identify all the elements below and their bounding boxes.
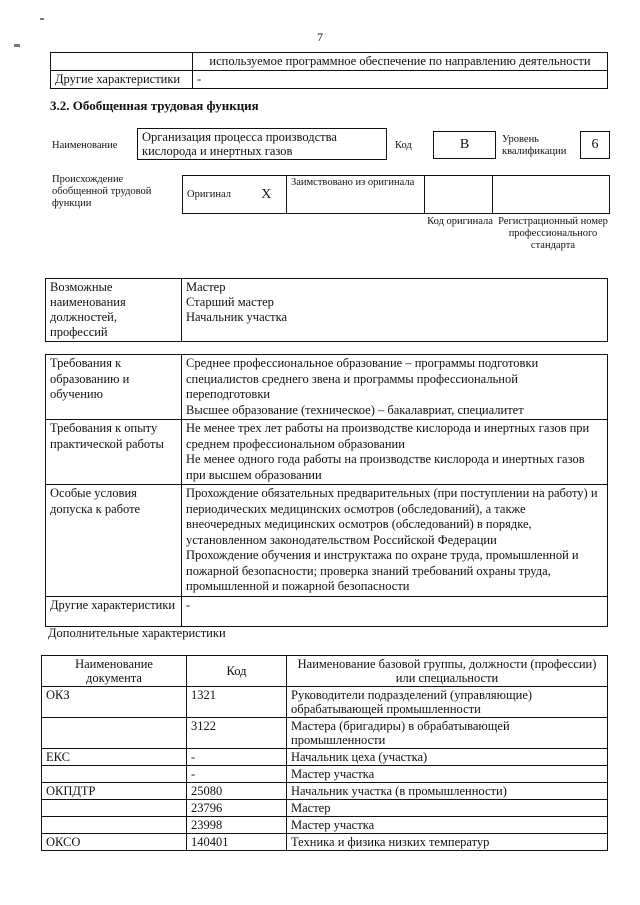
- requirement-text: -: [182, 596, 608, 626]
- position-item: Начальник участка: [186, 310, 288, 324]
- borrowed-label: Заимствовано из оригинала: [287, 176, 425, 214]
- extra-code: 23796: [187, 800, 287, 817]
- positions-label: Возможные наименования должностей, профессий: [46, 279, 182, 342]
- requirements-table: [45, 354, 608, 627]
- origin-reg-caption: Регистрационный номер профессионального стандарта: [498, 216, 608, 251]
- extra-title: Дополнительные характеристики: [48, 626, 226, 640]
- requirement-label: Требования к образованию и обучению: [46, 355, 182, 420]
- extra-header-code: Код: [187, 656, 287, 687]
- code-label: Код: [395, 140, 412, 151]
- extra-doc: ОКЗ: [42, 687, 187, 718]
- table-row: [42, 749, 608, 766]
- extra-code: 23998: [187, 817, 287, 834]
- top-table-value: -: [193, 71, 608, 89]
- extra-name: Мастер участка: [287, 766, 608, 783]
- extra-doc: ЕКС: [42, 749, 187, 766]
- table-row: [42, 783, 608, 800]
- extra-name: Начальник цеха (участка): [287, 749, 608, 766]
- extra-name: Мастер: [287, 800, 608, 817]
- top-table: [50, 52, 608, 89]
- extra-code: 1321: [187, 687, 287, 718]
- extra-doc: [42, 718, 187, 749]
- extra-doc: ОКСО: [42, 834, 187, 851]
- code-value: B: [433, 131, 496, 159]
- table-row: [42, 766, 608, 783]
- table-row: [42, 800, 608, 817]
- requirement-text: Прохождение обязательных предварительных (при поступлении на работу) и периодических медицинских осмотров (обследований), а также внеочередных медицинских осмотров (обследований) в порядке, установленном законодательством Российской Федерации Прохождение обучения и инструктажа по охране труда, промышленной и пожарной безопасности; проверка знаний требований охраны труда, промышленной и пожарной безопасности: [182, 485, 608, 597]
- section-title: 3.2. Обобщенная трудовая функция: [50, 98, 259, 113]
- requirement-label: Особые условия допуска к работе: [46, 485, 182, 597]
- name-value: Организация процесса производства кислорода и инертных газов: [137, 128, 387, 160]
- requirement-label: Другие характеристики: [46, 596, 182, 626]
- requirement-text: Не менее трех лет работы на производстве кислорода и инертных газов при среднем профессиональном образовании Не менее одного года работы на производстве кислорода и инертных газов при высшем образовании: [182, 420, 608, 485]
- extra-doc: [42, 817, 187, 834]
- extra-code: -: [187, 766, 287, 783]
- level-label: Уровень квалификации: [502, 134, 567, 157]
- extra-code: 140401: [187, 834, 287, 851]
- table-row: [42, 834, 608, 851]
- extra-doc: ОКПДТР: [42, 783, 187, 800]
- position-item: Старший мастер: [186, 295, 274, 309]
- top-table-label: Другие характеристики: [51, 71, 193, 89]
- table-row: [42, 687, 608, 718]
- extra-code: 25080: [187, 783, 287, 800]
- extra-name: Техника и физика низких температур: [287, 834, 608, 851]
- original-mark: X: [247, 176, 287, 214]
- positions-table: [45, 278, 608, 342]
- extra-header-doc: Наименование документа: [42, 656, 187, 687]
- original-label: Оригинал: [183, 176, 247, 214]
- scan-mark: [40, 18, 44, 20]
- extra-name: Мастера (бригадиры) в обрабатывающей промышленности: [287, 718, 608, 749]
- table-row: [42, 718, 608, 749]
- origin-code-cell: [425, 176, 493, 214]
- extra-doc: [42, 800, 187, 817]
- extra-code: -: [187, 749, 287, 766]
- position-item: Мастер: [186, 280, 226, 294]
- requirement-label: Требования к опыту практической работы: [46, 420, 182, 485]
- level-value: 6: [580, 131, 610, 159]
- table-row: [42, 817, 608, 834]
- extra-header-name: Наименование базовой группы, должности (профессии) или специальности: [287, 656, 608, 687]
- name-label: Наименование: [52, 140, 118, 151]
- extra-name: Начальник участка (в промышленности): [287, 783, 608, 800]
- extra-name: Руководители подразделений (управляющие) обрабатывающей промышленности: [287, 687, 608, 718]
- origin-code-caption: Код оригинала: [427, 216, 493, 227]
- page-number: 7: [317, 30, 323, 44]
- top-table-value: используемое программное обеспечение по направлению деятельности: [193, 53, 608, 71]
- extra-code: 3122: [187, 718, 287, 749]
- extra-doc: [42, 766, 187, 783]
- extra-table: [41, 655, 608, 851]
- top-table-label: [51, 53, 193, 71]
- extra-name: Мастер участка: [287, 817, 608, 834]
- requirement-text: Среднее профессиональное образование – программы подготовки специалистов среднего звена и программы профессиональной переподготовки Высшее образование (техническое) – бакалавриат, специалитет: [182, 355, 608, 420]
- origin-reg-cell: [493, 176, 610, 214]
- origin-table: [182, 175, 610, 214]
- origin-label: Происхождение обобщенной трудовой функции: [52, 174, 152, 209]
